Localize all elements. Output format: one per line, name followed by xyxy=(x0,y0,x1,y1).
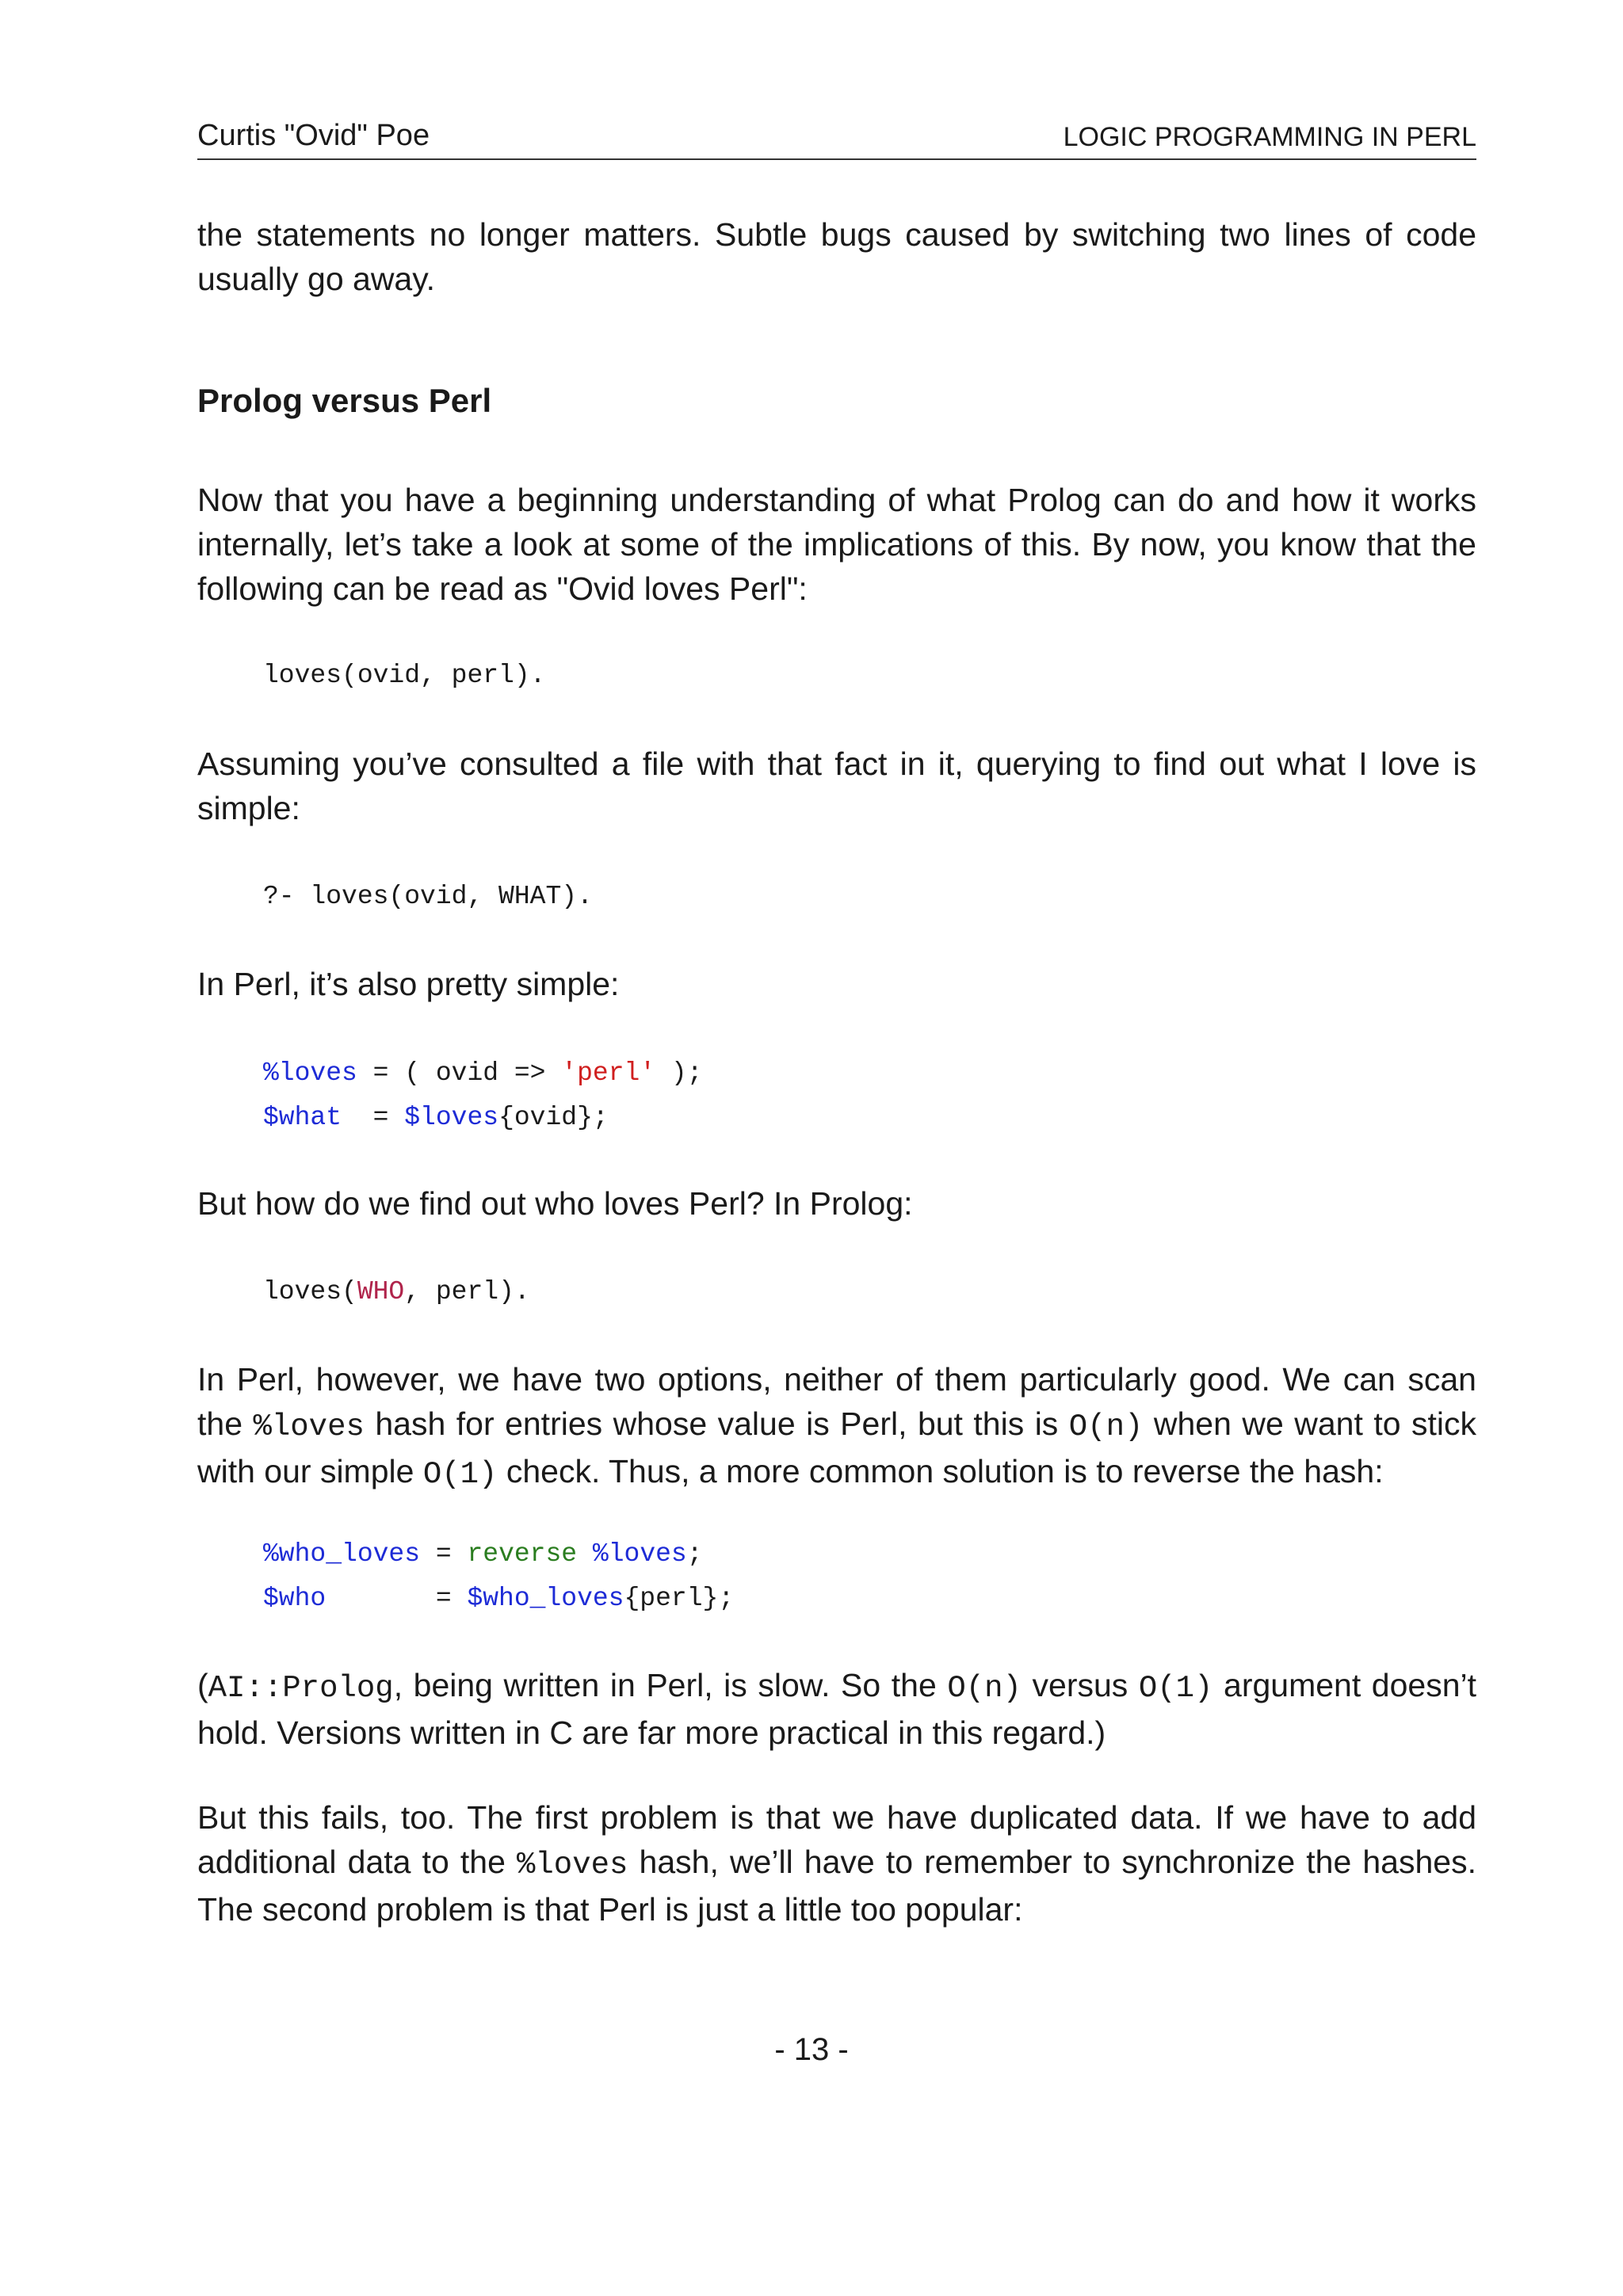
paragraph-4: But how do we find out who loves Perl? In Prolog: xyxy=(197,1185,913,1222)
paragraph-2: Assuming you’ve consulted a file with that fact in it, querying to find out what I love is simple: xyxy=(197,746,1476,826)
section-heading: Prolog versus Perl xyxy=(197,382,492,419)
header-author: Curtis "Ovid" Poe xyxy=(197,119,430,152)
code-block-5 xyxy=(263,1532,734,1621)
code-block-3 xyxy=(263,1051,703,1140)
code-variable-capital: WHO xyxy=(357,1277,405,1306)
code-text: , perl). xyxy=(404,1277,530,1306)
code-var: $who_loves xyxy=(467,1584,624,1613)
header-title: LOGIC PROGRAMMING IN PERL xyxy=(1063,122,1476,152)
text: hash for entries whose value is Perl, but this is xyxy=(364,1405,1069,1442)
code-text: {ovid}; xyxy=(498,1103,609,1132)
text: , being written in Perl, is slow. So the xyxy=(393,1667,948,1703)
paragraph-6 xyxy=(197,1663,1476,1755)
code-block-1: loves(ovid, perl). xyxy=(263,661,546,690)
inline-code: %loves xyxy=(253,1409,365,1444)
text: In Perl, however, we have two options, neither of them particularly good. We can scan the xyxy=(197,1361,1476,1442)
inline-code: O(1) xyxy=(422,1457,498,1492)
paragraph-5 xyxy=(197,1357,1476,1497)
code-text: ); xyxy=(655,1058,703,1088)
text: when we want to stick with our simple xyxy=(197,1405,1476,1489)
code-text: = ( ovid => xyxy=(357,1058,562,1088)
inline-code: O(1) xyxy=(1138,1671,1213,1706)
code-string: 'perl' xyxy=(561,1058,656,1088)
text: versus xyxy=(1021,1667,1139,1703)
code-text xyxy=(577,1539,593,1569)
text: argument doesn’t hold. Versions written in C are far more practical in this regard.) xyxy=(197,1667,1477,1751)
code-var: $what xyxy=(263,1103,342,1132)
code-block-4 xyxy=(263,1270,530,1314)
text: check. Thus, a more common solution is to reverse the hash: xyxy=(497,1453,1384,1489)
inline-code: O(n) xyxy=(947,1671,1022,1706)
code-text: = xyxy=(326,1584,468,1613)
inline-code: O(n) xyxy=(1068,1409,1144,1444)
text: ( xyxy=(197,1667,208,1703)
code-var: $loves xyxy=(404,1103,499,1132)
paragraph-1: Now that you have a beginning understanding of what Prolog can do and how it works internally, let’s take a look at some of the implications of this. By now, you know that the following can be read as "Ovid loves Perl": xyxy=(197,482,1476,607)
code-text: = xyxy=(342,1103,405,1132)
code-var: $who xyxy=(263,1584,327,1613)
code-block-2: ?- loves(ovid, WHAT). xyxy=(263,882,593,911)
paragraph-3: In Perl, it’s also pretty simple: xyxy=(197,966,620,1002)
code-text: {perl}; xyxy=(624,1584,735,1613)
code-keyword: reverse xyxy=(467,1539,578,1569)
code-text: loves( xyxy=(263,1277,357,1306)
paragraph-7 xyxy=(197,1795,1476,1932)
text: But this fails, too. The first problem is that we have duplicated data. If we have to add additional data to the xyxy=(197,1799,1476,1880)
page-number: - 13 - xyxy=(774,2032,849,2067)
inline-code: %loves xyxy=(516,1848,628,1882)
text: hash, we’ll have to remember to synchronize the hashes. The second problem is that Perl is just a little too popular: xyxy=(197,1844,1476,1928)
code-var: %who_loves xyxy=(263,1539,421,1569)
page-header xyxy=(197,119,1476,160)
code-text: = xyxy=(420,1539,468,1569)
code-var: %loves xyxy=(592,1539,687,1569)
intro-paragraph: the statements no longer matters. Subtle bugs caused by switching two lines of code usually go away. xyxy=(197,216,1476,297)
inline-code: AI::Prolog xyxy=(208,1671,394,1706)
code-text: ; xyxy=(686,1539,703,1569)
code-var: %loves xyxy=(263,1058,357,1088)
